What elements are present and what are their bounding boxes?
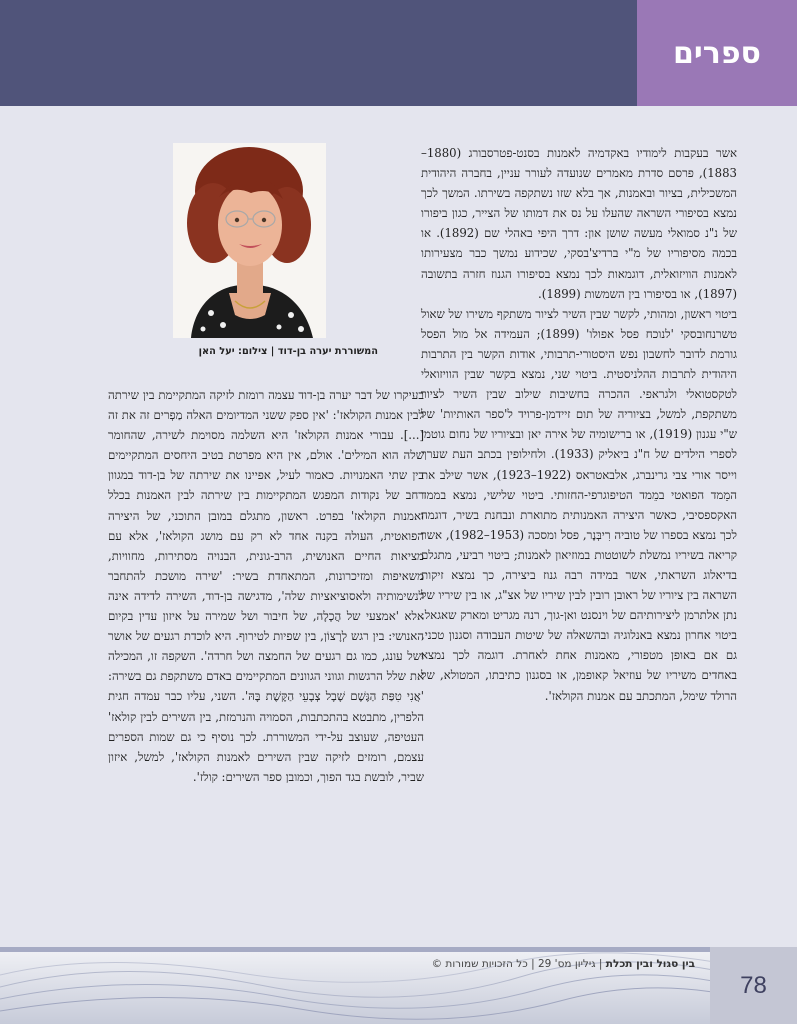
section-title: ספרים	[637, 0, 797, 106]
author-photo	[173, 143, 326, 338]
paragraph: בעיקרו של דבר יערה בן-דוד עצמה רומזת לזיקה המתקיימת בין שירתה לבין אמנות הקולאז': 'אין ספק ששני המדיומים האלה מַפְרים זה את זה [...]. עבורי אמנות הקולאז' היא השלמה מסוימת לשירה, שהחומר שלה הוא המילים'. אולם, אין היא מפרטת בטיב היחסים המתקיימים בין שתי האמנויות. כאמור לעיל, אפיינו את שירתה של בן-דוד במגוון רחב של נקודות המפגש המתקיימות בין שירתה לבין האמנות בכלל ואמנות הקולאז' בפרט. ראשון, מתגלם במובן התוכני, של היצירה הפואטית, העולה בקנה אחד לא רק עם מושג הקולאז', אלא עם מציאות החיים האנושית, הרב-גונית, הבנויה מסתירות, מחוויות, משאיפות ומזיכרונות, המתאחדת בשיר: 'שירה מושכת להתחבר לנשימותיה ולאסוציאציות שלה', מדגישה בן-דוד, השירה לדידה אינה אלא 'אמצעי של הֲכָלָה, של חיבור ושל שמירה על איזון עדין בקיום האנושי: בין רגש לְרָצוֹן, בין שפיות לטירוף. היא לוכדת רגעים של אושר ושל עונג, כמו גם רגעים של החמצה ושל חרדה'. השקפה זו, המכילה את שלל הרגשות וגווני הגוונים המתקיימים באדם משתקפת גם בשירה: 'אֲנִי טִפַּת הַגֶּשֶׁם שָׁבָל צְבָעֵי הַקֶּשֶׁת בָּהּ'. השני, עליו כבר עמדה חגית הלפרין, מתבטא בהתכתבות, הסמויה והנרמזת, בין השירים לבין קולאז' העטיפה, שעוצב על-ידי המשוררת. לכך נוסיף כי גם שמות הספרים עצמם, רומזים לזיקה שבין השירים לאמנות הקולאז', למשל, איזון שביר, לובשת בגד הפוך, וכמובן ספר השירים: קולז'.	[108, 388, 424, 784]
paragraph: אשר בעקבות לימודיו באקדמיה לאמנות בסנט-פטרסבורג (1880–1883), פרסם סדרת מאמרים שנועדה לעורר עניין, בחברה היהודית המשכילית, בציור ובאמנות, אך בלא שזו נשתקפה בשירתו. המשך לכך נמצא בסיפורי השראה שהעלו על נס את דמותו של הצייר, כגון ביפורו של נ"נ סמואלי מעשה שושן און: דרך היפי באהלי שם (1892). או בכמה מסיפוריו של מ"י ברדיצ'בסקי, שכידוע נמשך כבר מצעירותו לאמנות הוויזואלית, דוגמאות לכך נמצא בסיפורו הגנוז חזרה בתשובה (1897), או בסיפורו בין השמשות (1899).	[421, 146, 737, 301]
issue-info: | גיליון מס' 29 | כל הזכויות שמורות ©	[431, 958, 603, 970]
page-number-box	[710, 947, 797, 1024]
footer-publication-line	[366, 958, 695, 970]
footer-divider	[0, 947, 710, 952]
paragraph: ביטוי ראשון, ומהותי, לקשר שבין השיר לציור משתקף משירו של שאול טשרנחובסקי 'לנוכח פסל אפולו' (1899); העמידה אל מול הפסל גורמת לדובר לחשבון נפש היסטורי-תרבותי, אודות הקשר בין התרבות היהודית לתרבות ההלניסטית. ביטוי שני, נמצא בקשר שבין הוויזואלי לטקסטואלי ולגראפי. ההכרה בחשיבות שילוב שבין השיר לציור משתקפת, למשל, בציוריה של תום זיידמן-פרויד ל'ספר האותיות' של ש"י עגנון (1919), או ברישומיה של אירה יאן ובציוריו של נחום גוטמן לספרי הילדים של ח"נ ביאליק (1933). ולחילופין בכתב העת שערך וייסר אורי צבי גרינברג, אלבאטראס (1922–1923), אשר שילב את המֵמד הפואטי במֵמד הטיפוגרפי-החזותי. ביטוי שלישי, נמצא בממד האקספסיבי, כאשר היצירה האמנותית מתוארת ונבחנת בשיר, דוגמה לכך נמצא בספרו של טוביה רִיבְּנֶר, פסל ומסכה (1953–1982), אשר קריאה בשיריו נמשלת לשוטטות במוזיאון לאמנות; ביטוי רביעי, מתגלם בדיאלוג השראתי, אשר במידה רבה גנוז ביצירה, כך נמצא זיקות השראה בין ציוריו של ראובן רובין לבין שיריו של אצ"ג, או בין שיריו של נתן אלתרמן ליצירותיהם של וינסנט ואן-גוך, רנה מגריט ומארק שאגאל. ביטוי אחרון נמצא באנלוגיה ובהשאלה של שיטות העבודה וסגנון טכני, גם אם באופן מטפורי, מאמנות אחת לאחרת. דוגמה לכך נמצא באחדים משיריו של עוזיאל קאופמן, או בסגנון כתיבתו, המטולא, של הרולד שימל, המתכתב עם אמנות הקולאז'.	[421, 306, 738, 703]
page-number: 78	[740, 971, 767, 999]
portrait-image	[173, 143, 326, 338]
photo-caption: המשוררת יערה בן-דוד | צילום: יעל האן	[198, 346, 378, 357]
publication-name: בין סגול ובין תכלת	[605, 958, 695, 970]
text-column-right	[421, 143, 737, 706]
text-column-left	[108, 385, 424, 787]
